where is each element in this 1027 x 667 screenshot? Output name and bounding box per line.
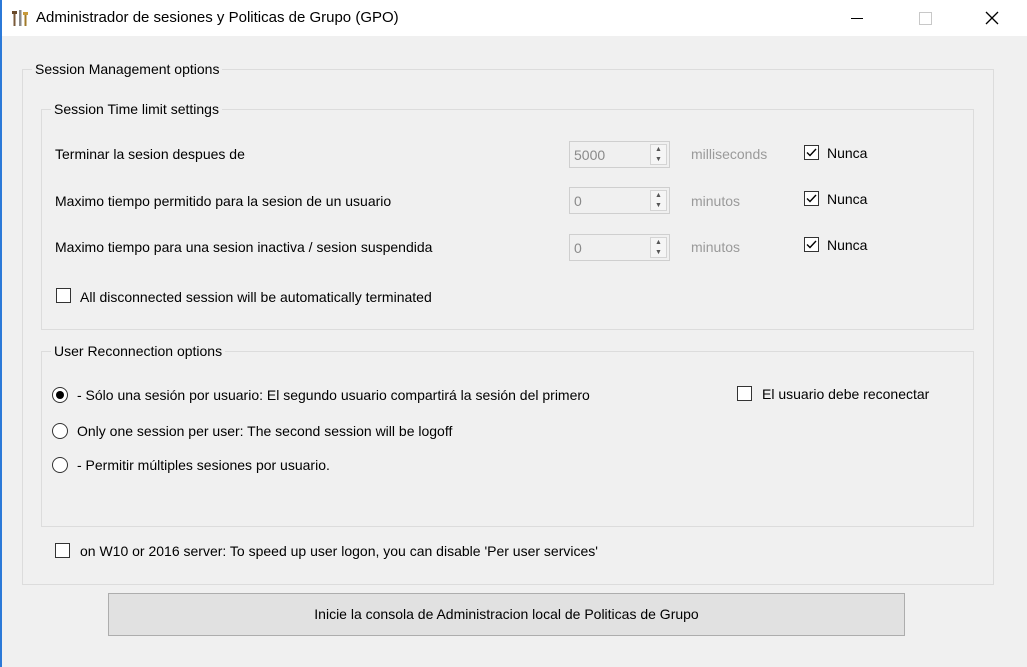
reconnection-legend: User Reconnection options (51, 343, 225, 359)
spin-up-icon[interactable]: ▲ (655, 146, 662, 153)
multiple-sessions-label: - Permitir múltiples sesiones por usuario. (77, 457, 330, 473)
check-icon (805, 146, 818, 159)
terminate-never-label: Nunca (827, 145, 868, 161)
window-border (0, 0, 2, 667)
spin-buttons[interactable] (650, 190, 667, 211)
terminate-never-checkbox[interactable] (804, 145, 819, 160)
minimize-icon (851, 18, 863, 19)
max-session-label: Maximo tiempo permitido para la sesion de un usuario (55, 193, 392, 209)
single-session-logoff-radio[interactable] (52, 423, 68, 439)
single-session-shared-radio[interactable] (52, 387, 68, 403)
close-button[interactable] (969, 0, 1015, 36)
terminate-after-unit: milliseconds (691, 146, 768, 162)
single-session-shared-label: - Sólo una sesión por usuario: El segundo usuario compartirá la sesión del primero (77, 387, 590, 403)
idle-session-unit: minutos (691, 239, 741, 255)
session-management-legend: Session Management options (32, 61, 222, 77)
spin-up-icon[interactable]: ▲ (655, 239, 662, 246)
terminate-after-value: 5000 (574, 147, 606, 163)
terminate-after-label: Terminar la sesion despues de (55, 146, 245, 162)
idle-session-never-checkbox[interactable] (804, 237, 819, 252)
radio-selected-dot (56, 391, 64, 399)
per-user-services-checkbox[interactable] (55, 543, 70, 558)
idle-session-never-label: Nunca (827, 237, 868, 253)
tools-icon (10, 9, 30, 27)
close-icon (984, 10, 1000, 26)
multiple-sessions-radio[interactable] (52, 457, 68, 473)
spin-down-icon[interactable]: ▼ (655, 202, 662, 209)
max-session-never-checkbox[interactable] (804, 191, 819, 206)
reconnection-group (41, 351, 974, 527)
max-session-unit: minutos (691, 193, 741, 209)
max-session-value: 0 (574, 193, 582, 209)
per-user-services-label: on W10 or 2016 server: To speed up user logon, you can disable 'Per user services' (80, 543, 598, 559)
spin-buttons[interactable] (650, 237, 667, 258)
idle-session-stepper[interactable] (569, 234, 670, 261)
spin-up-icon[interactable]: ▲ (655, 192, 662, 199)
terminate-after-stepper[interactable] (569, 141, 670, 168)
check-icon (805, 238, 818, 251)
max-session-stepper[interactable] (569, 187, 670, 214)
time-limit-legend: Session Time limit settings (51, 101, 222, 117)
spin-down-icon[interactable]: ▼ (655, 249, 662, 256)
must-reconnect-label: El usuario debe reconectar (762, 386, 930, 402)
maximize-button[interactable] (902, 0, 948, 36)
spin-buttons[interactable] (650, 144, 667, 165)
must-reconnect-checkbox[interactable] (737, 386, 752, 401)
idle-session-label: Maximo tiempo para una sesion inactiva / sesion suspendida (55, 239, 433, 255)
check-icon (805, 192, 818, 205)
window-title: Administrador de sesiones y Politicas de Grupo (GPO) (36, 9, 399, 26)
maximize-icon (919, 12, 932, 25)
auto-terminate-checkbox[interactable] (56, 288, 71, 303)
single-session-logoff-label: Only one session per user: The second session will be logoff (77, 423, 453, 439)
auto-terminate-label: All disconnected session will be automatically terminated (80, 289, 432, 305)
title-bar[interactable] (2, 0, 1027, 36)
launch-gpo-console-button[interactable]: Inicie la consola de Administracion local de Politicas de Grupo (108, 593, 905, 636)
minimize-button[interactable] (834, 0, 880, 36)
max-session-never-label: Nunca (827, 191, 868, 207)
idle-session-value: 0 (574, 240, 582, 256)
spin-down-icon[interactable]: ▼ (655, 156, 662, 163)
